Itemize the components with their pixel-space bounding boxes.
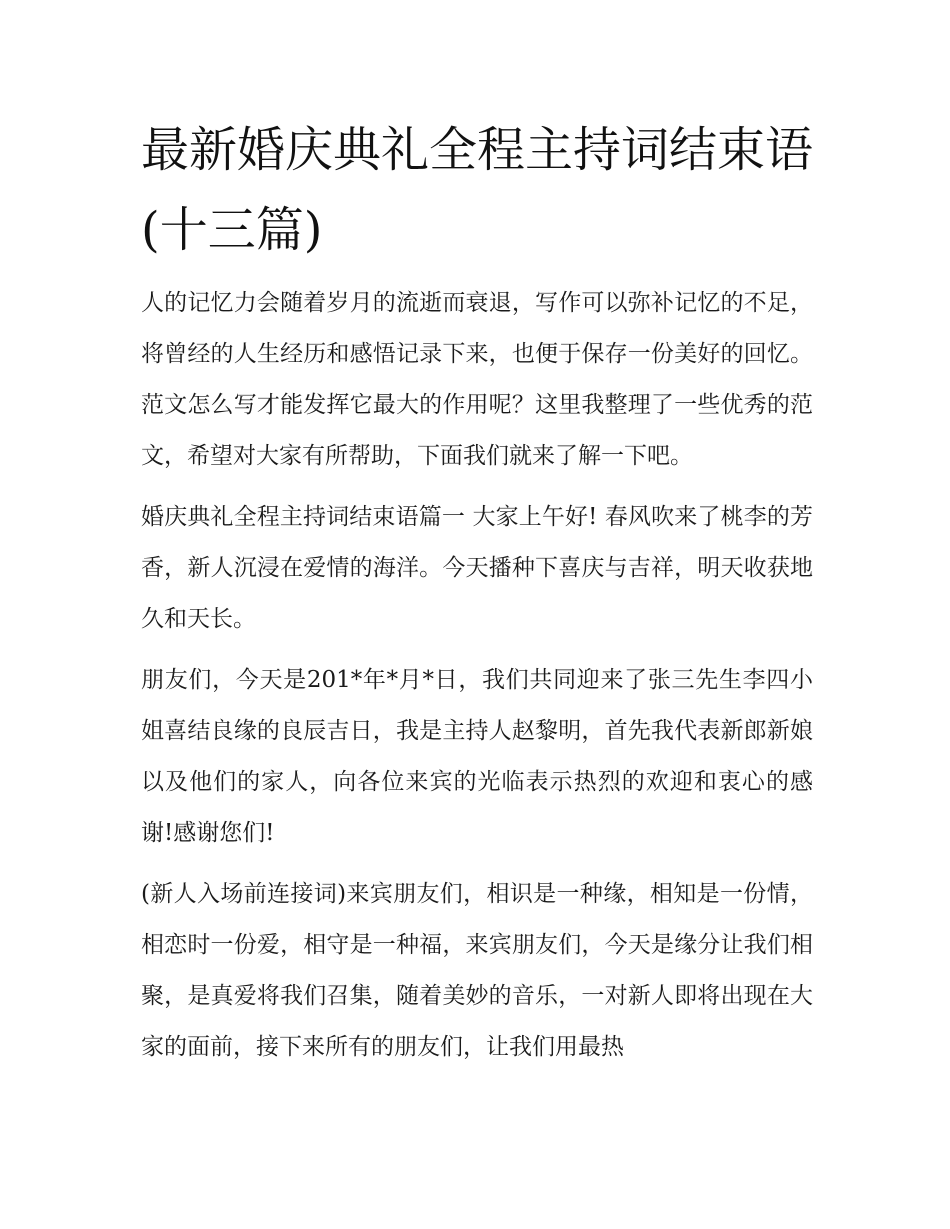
- document-body: [141, 278, 813, 1083]
- paragraph-entrance: (新人入场前连接词)来宾朋友们，相识是一种缘，相知是一份情，相恋时一份爱，相守是一种福，来宾朋友们，今天是缘分让我们相聚，是真爱将我们召集，随着美妙的音乐，一对新人即将出现在大家的面前，接下来所有的朋友们，让我们用最热: [141, 881, 813, 1060]
- paragraph-intro: 人的记忆力会随着岁月的流逝而衰退，写作可以弥补记忆的不足，将曾经的人生经历和感悟记录下来，也便于保存一份美好的回忆。范文怎么写才能发挥它最大的作用呢？这里我整理了一些优秀的范文，希望对大家有所帮助，下面我们就来了解一下吧。: [141, 290, 813, 469]
- document-title: 最新婚庆典礼全程主持词结束语(十三篇): [141, 122, 814, 258]
- paragraph-welcome: 朋友们，今天是201*年*月*日，我们共同迎来了张三先生李四小姐喜结良缘的良辰吉日，我是主持人赵黎明，首先我代表新郎新娘以及他们的家人，向各位来宾的光临表示热烈的欢迎和衷心的感谢!感谢您们!: [141, 667, 813, 846]
- paragraph-greeting: 婚庆典礼全程主持词结束语篇一 大家上午好! 春风吹来了桃李的芳香，新人沉浸在爱情的海洋。今天播种下喜庆与吉祥，明天收获地久和天长。: [141, 504, 813, 632]
